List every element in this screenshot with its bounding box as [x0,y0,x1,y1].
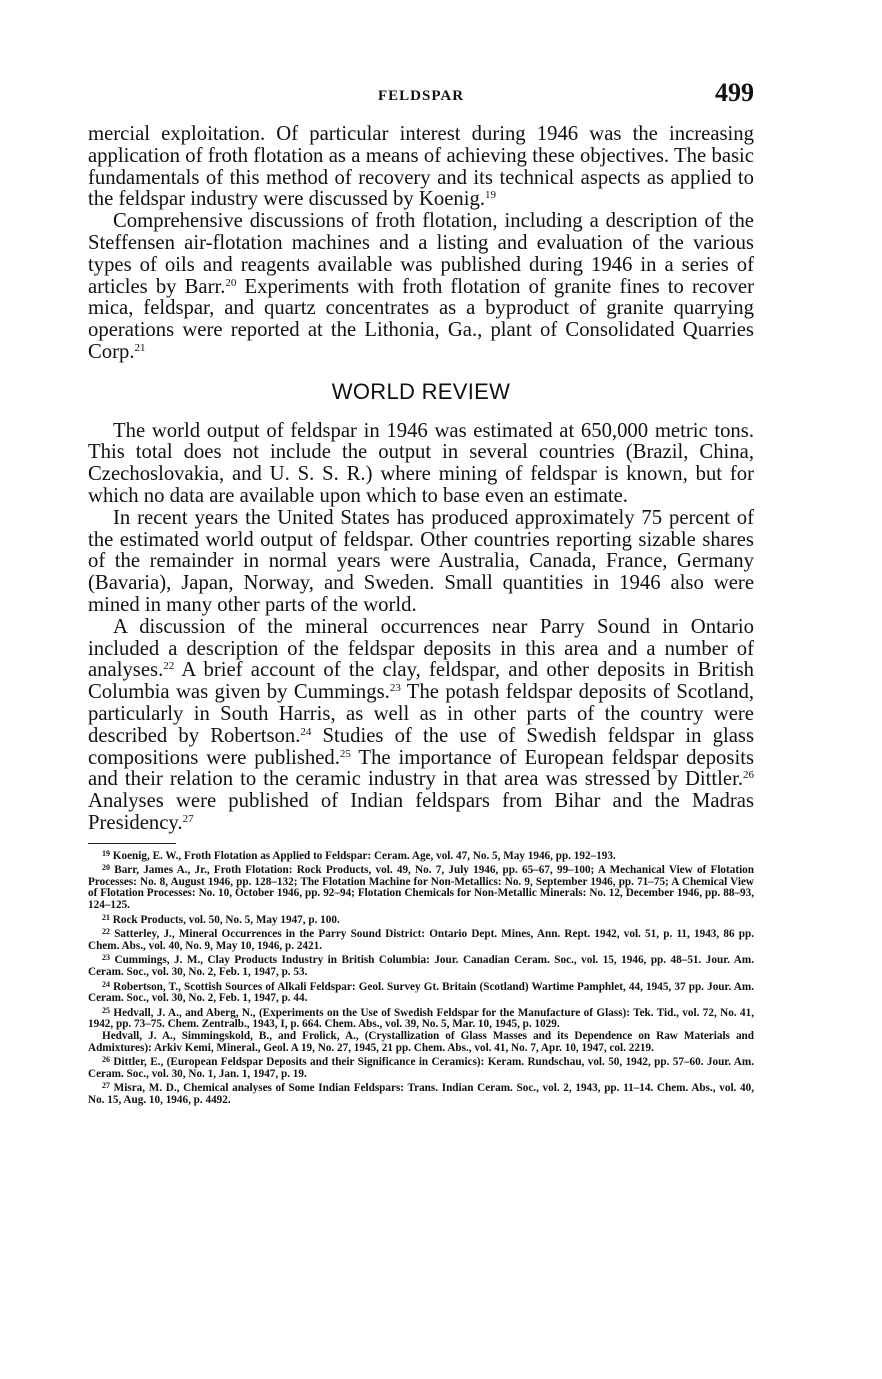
paragraph-continuation: mercial exploitation. Of particular interest during 1946 was the increasing application of froth flotation as a means of achieving these objectives. The basic fundamentals of this method of recovery and its technical aspects as applied to the feldspar industry were discussed by Koenig.$^{19}$ [88,123,754,211]
footnote-divider [88,843,176,844]
footnote-ref[interactable]: 25 [339,747,351,760]
footnote: $^{24}$ Robertson, T., Scottish Sources of Alkali Feldspar: Geol. Survey Gt. Britain (Scotland) Wartime Pamphlet, 44, 1945, 37 pp. Jour. Am. Ceram. Soc., vol. 30, No. 2, Feb. 1, 1947, p. 44. [88,979,755,1005]
footnote-ref[interactable]: 24 [300,725,312,738]
footnote: $^{22}$ Satterley, J., Mineral Occurrences in the Parry Sound District: Ontario Dept. Mines, Ann. Rept. 1942, vol. 51, p. 11, 1943, 86 pp. Chem. Abs., vol. 40, No. 9, May 10, 1946, p. 2421. [88,927,754,952]
footnote: Hedvall, J. A., Simmingskold, B., and Frolick, A., (Crystallization of Glass Masses and its Dependence on Raw Materials and Admixtures): Arkiv Kemi, Mineral., Geol. A 19, No. 27, 1945, 21 pp. Chem. Abs., vol. 41, No. 7, Apr. 10, 1947, col. 2219. [88,1030,754,1054]
footnote: $^{25}$ Hedvall, J. A., and Aberg, N., (Experiments on the Use of Swedish Feldspar for the Manufacture of Glass): Tek. Tid., vol. 72, No. 41, 1942, pp. 73–75. Chem. Zentralb., 1943, I, p. 664. Chem. Abs., vol. 39, No. 5, Mar. 10, 1945, p. 1029. [88,1005,754,1031]
footnote-ref[interactable]: 27 [182,812,194,825]
running-head [88,78,754,114]
footnote: $^{21}$ Rock Products, vol. 50, No. 5, May 1947, p. 100. [102,912,340,926]
footnote-ref[interactable]: 21 [134,341,146,354]
footnote: $^{20}$ Barr, James A., Jr., Froth Flotation: Rock Products, vol. 49, No. 7, July 1946, pp. 65–67, 99–100; A Mechanical View of Flotation Processes: No. 8, August 1946, pp. 128–132; The Flotation Machine for Non-Metallics: No. 9, September 1946, pp. 71–75; A Chemical View of Flotation Processes: No. 10, October 1946, pp. 92–94; Flotation Chemicals for Non-Metallic Minerals: No. 12, December 1946, pp. 88–93, 124–125. [88,863,754,912]
body-text [88,124,754,835]
footnote: $^{27}$ Misra, M. D., Chemical analyses of Some Indian Feldspars: Trans. Indian Ceram. Soc., vol. 2, 1943, pp. 11–14. Chem. Abs., vol. 40, No. 15, Aug. 10, 1946, p. 4492. [88,1081,754,1106]
section-heading: WORLD REVIEW [331,378,511,404]
running-title: FELDSPAR [377,88,465,104]
footnote: $^{26}$ Dittler, E., (European Feldspar Deposits and their Significance in Ceramics): Keram. Rundschau, vol. 50, 1942, pp. 57–60. Jour. Am. Ceram. Soc., vol. 30, No. 1, Jan. 1, 1947, p. 19. [88,1055,754,1080]
paragraph-united-states: In recent years the United States has produced approximately 75 percent of the estimated world output of feldspar. Other countries reporting sizable shares of the remainder in normal years were Australia, Canada, France, Germany (Bavaria), Japan, Norway, and Sweden. Small quantities in 1946 also were mined in many other parts of the world. [88,506,754,616]
footnotes [88,848,754,1107]
footnote-ref[interactable]: 22 [163,660,175,673]
footnote-ref[interactable]: 26 [743,769,754,782]
page-number: 499 [715,78,754,107]
footnote-ref[interactable]: 23 [389,682,401,695]
paragraph-discussion: A discussion of the mineral occurrences near Parry Sound in Ontario included a description of the feldspar deposits in this area and a number of analyses.$^{22}$ A brief account of the clay, feldspar, and other deposits in British Columbia was given by Cummings.$^{23}$ The potash feldspar deposits of Scotland, particularly in South Harris, as well as in other parts of the country were described by Robertson.$^{24}$ Studies of the use of Swedish feldspar in glass compositions were published.$^{25}$ The importance of European feldspar deposits and their relation to the ceramic industry in that area was stressed by Dittler.$^{26}$ Analyses were published of Indian feldspars from Bihar and the Madras Presidency.$^{27}$ [88,615,754,834]
paragraph-world-output: The world output of feldspar in 1946 was estimated at 650,000 metric tons. This total does not include the output in several countries (Brazil, China, Czechoslovakia, and U. S. S. R.) where mining of feldspar is known, but for which no data are available upon which to base even an estimate. [88,419,754,507]
footnote-ref[interactable]: 20 [225,276,237,289]
footnote: $^{23}$ Cummings, J. M., Clay Products Industry in British Columbia: Jour. Canadian Ceram. Soc., vol. 15, 1946, pp. 48–51. Jour. Am. Ceram. Soc., vol. 30, No. 2, Feb. 1, 1947, p. 53. [88,953,754,979]
page [88,78,754,1107]
footnote-ref[interactable]: 19 [485,189,496,202]
paragraph-barr: Comprehensive discussions of froth flotation, including a description of the Steffensen air-flotation machines and a listing and evaluation of the various types of oils and reagents available was published during 1946 in a series of articles by Barr.$^{20}$ Experiments with froth flotation of granite fines to recover mica, feldspar, and quartz concentrates as a byproduct of granite quarrying operations were reported at the Lithonia, Ga., plant of Consolidated Quarries Corp.$^{21}$ [88,210,754,363]
footnote: $^{19}$ Koenig, E. W., Froth Flotation as Applied to Feldspar: Ceram. Age, vol. 47, No. 5, May 1946, pp. 192–193. [102,848,616,862]
